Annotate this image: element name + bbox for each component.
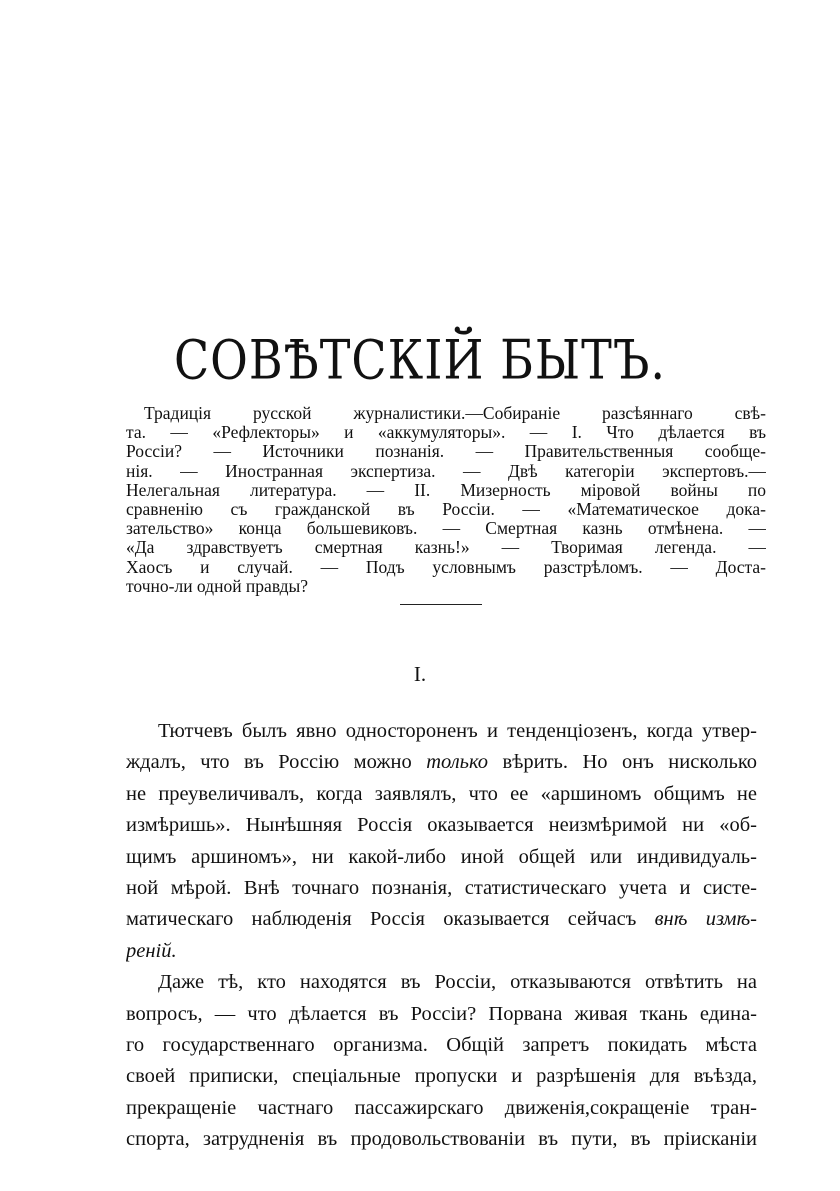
emphasis-text: внѣ измѣ- <box>654 908 757 931</box>
summary-line: нія. — Иностранная экспертиза. — Двѣ категоріи экспертовъ.— <box>126 461 766 481</box>
body-line <box>126 779 757 810</box>
body-line <box>126 873 757 904</box>
summary-line: Хаосъ и случай. — Подъ условнымъ разстрѣломъ. — Доста- <box>126 557 766 577</box>
body-text-run: Даже тѣ, кто находятся въ Россіи, отказываются отвѣтить на <box>158 971 757 994</box>
chapter-title: СОВѢТСКІЙ БЫТЪ. <box>173 328 667 392</box>
summary-line: Нелегальная литература. — II. Мизерность міровой войны по <box>126 480 766 500</box>
body-line <box>126 810 757 841</box>
body-text-run: не преувеличивалъ, когда заявлялъ, что ее «аршиномъ общимъ не <box>126 782 757 805</box>
summary-line: сравненію съ гражданской въ Россіи. — «Математическое дока- <box>126 499 766 519</box>
body-line <box>126 716 757 747</box>
body-text-run: го государственнаго организма. Общій запретъ покидать мѣста <box>126 1033 757 1056</box>
body-text <box>126 716 757 1155</box>
summary-line: Россіи? — Источники познанія. — Правительственныя сообще- <box>126 442 766 462</box>
body-text-run: ной мѣрой. Внѣ точнаго познанія, статистическаго учета и систе- <box>126 876 757 899</box>
summary-line: зательство» конца большевиковъ. — Смертная казнь отмѣнена. — <box>126 519 766 539</box>
body-line <box>126 1061 757 1092</box>
body-line <box>126 904 757 935</box>
body-text-run: щимъ аршиномъ», ни какой-либо иной общей или индивидуаль- <box>126 845 757 868</box>
body-text-run: ждалъ, что въ Россію можно <box>126 751 427 774</box>
body-line <box>126 999 757 1030</box>
body-line <box>126 1093 757 1124</box>
body-line <box>126 1124 757 1155</box>
summary-line: «Да здравствуетъ смертная казнь!» — Творимая легенда. — <box>126 538 766 558</box>
body-line <box>126 747 757 778</box>
body-text-run: вѣрить. Но онъ нисколько <box>488 751 757 774</box>
summary-line: точно-ли одной правды? <box>126 576 309 596</box>
summary-line: Традиція русской журналистики.—Собираніе разсѣяннаго свѣ- <box>144 404 766 423</box>
summary-line: та. — «Рефлекторы» и «аккумуляторы». — I. Что дѣлается въ <box>126 423 766 443</box>
body-text-run: матическаго наблюденія Россія оказывается сейчасъ <box>126 908 655 931</box>
chapter-summary <box>126 404 766 596</box>
body-text-run: спорта, затрудненія въ продовольствованіи въ пути, въ пріисканіи <box>126 1128 757 1151</box>
separator-rule <box>400 604 482 605</box>
body-line <box>126 967 757 998</box>
body-line <box>126 842 757 873</box>
section-number: I. <box>413 662 427 686</box>
body-line <box>126 936 757 967</box>
body-text-run: Тютчевъ былъ явно одностороненъ и тенденціозенъ, когда утвер- <box>158 720 757 742</box>
emphasis-text: только <box>426 751 489 774</box>
body-text-run: вопросъ, — что дѣлается въ Россіи? Порвана живая ткань едина- <box>126 1002 757 1025</box>
body-line <box>126 1030 757 1061</box>
body-text-run: своей приписки, спеціальные пропуски и разрѣшенія для въѣзда, <box>126 1065 757 1088</box>
body-text-run: измѣришь». Нынѣшняя Россія оказывается неизмѣримой ни «об- <box>126 814 757 837</box>
emphasis-text: реній. <box>126 939 177 962</box>
body-text-run: прекращеніе частнаго пассажирскаго движенія,сокращеніе тран- <box>126 1096 757 1119</box>
